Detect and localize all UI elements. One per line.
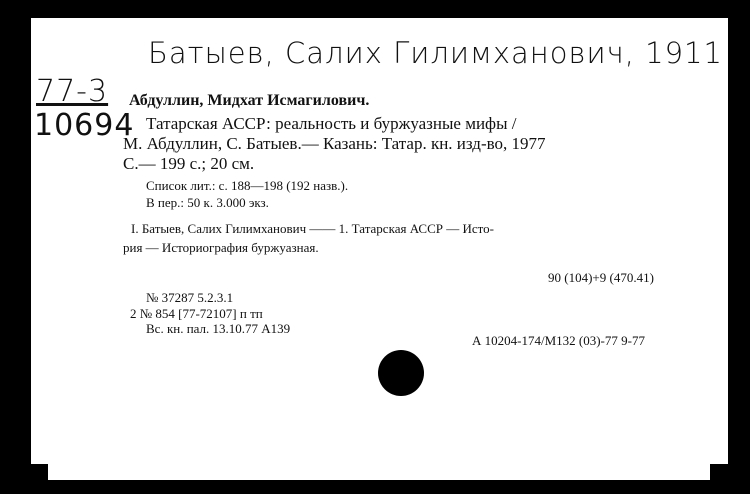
record-number-2: 2 № 854 [77-72107] п тп <box>130 306 263 321</box>
card-bottom-edge <box>48 462 710 480</box>
title-line-2: М. Абдуллин, С. Батыев.— Казань: Татар. кн. изд-во, 1977 <box>123 134 546 153</box>
classification-index: 90 (104)+9 (470.41) <box>548 270 654 285</box>
handwritten-author-note: Батыев, Салих Гилимханович, 1911 <box>148 36 723 70</box>
record-number: № 37287 5.2.3.1 <box>146 290 234 305</box>
tracing-line-1: I. Батыев, Салих Гилимханович —— 1. Татарская АССР — Исто- <box>131 221 494 236</box>
heading-author: Абдуллин, Мидхат Исмагилович. <box>129 92 370 109</box>
book-chamber-note: Вс. кн. пал. 13.10.77 А139 <box>146 321 291 336</box>
tracing-line-2: рия — Историография буржуазная. <box>123 240 319 255</box>
bibliography-note: Список лит.: с. 188—198 (192 назв.). <box>146 178 349 193</box>
handwritten-inventory-number: 10694 <box>34 108 135 143</box>
card-punch-hole <box>378 350 424 396</box>
price-note: В пер.: 50 к. 3.000 экз. <box>146 195 269 210</box>
catalog-code: А 10204-174/М132 (03)-77 9-77 <box>472 333 645 348</box>
handwritten-shelf-mark: 77-3 <box>36 74 109 109</box>
title-line-1: Татарская АССР: реальность и буржуазные мифы / <box>146 114 517 133</box>
collation: С.— 199 с.; 20 см. <box>123 154 255 173</box>
